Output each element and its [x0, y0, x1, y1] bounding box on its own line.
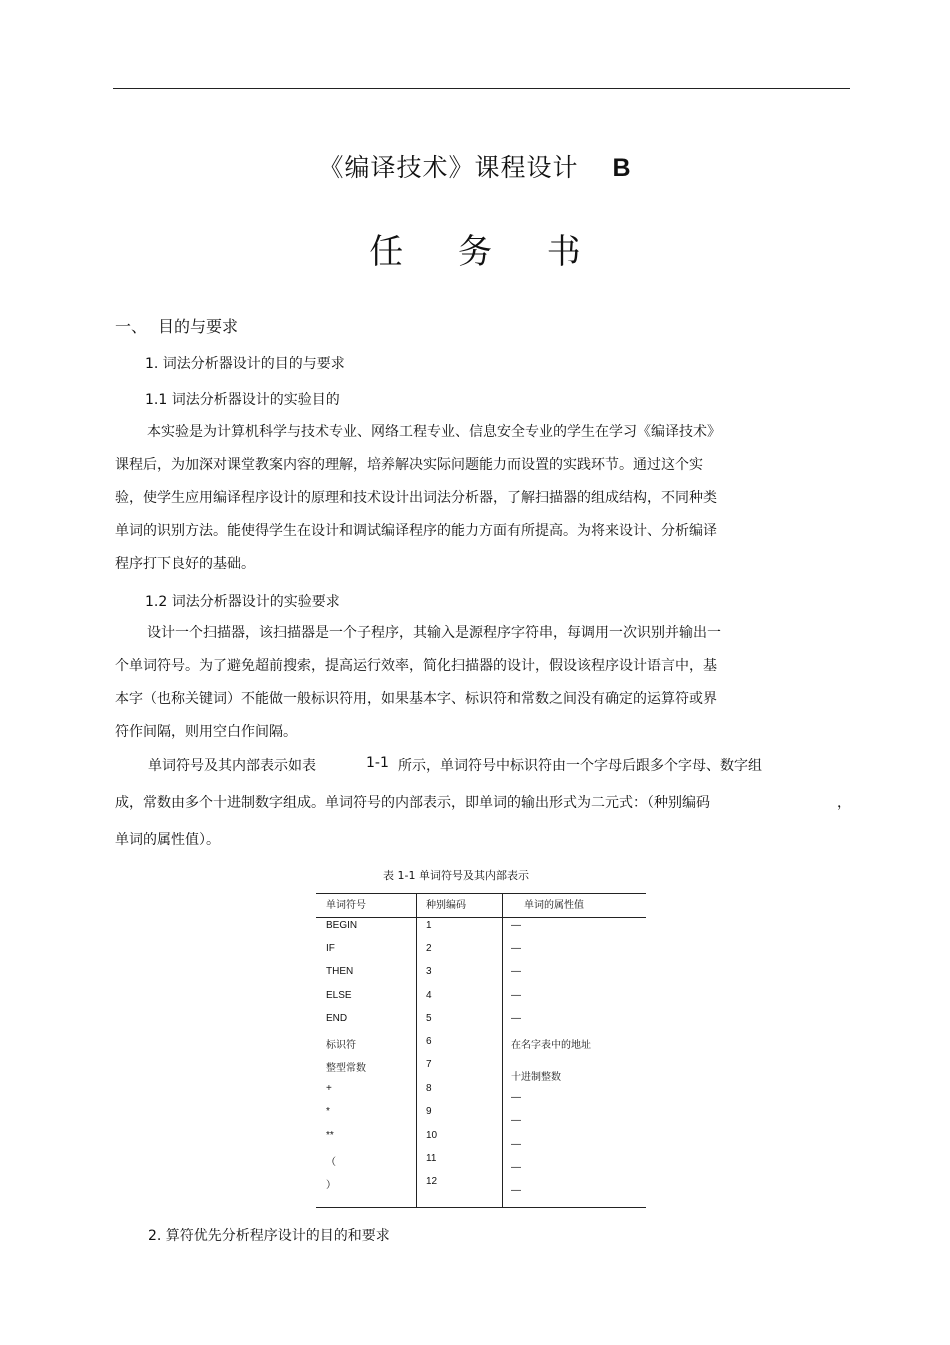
table-cell: IF — [326, 943, 335, 954]
table-cell: — — [511, 1185, 521, 1196]
document-title-main: 《编译技术》课程设计 — [318, 153, 579, 182]
table-cell: 11 — [426, 1153, 437, 1164]
paragraph-line: 成，常数由多个十进制数字组成。单词符号的内部表示，即单词的输出形式为二元式：（种别编码 — [115, 795, 710, 811]
subsection-1-heading: 1. 词法分析器设计的目的与要求 — [145, 356, 345, 372]
table-cell: — — [511, 990, 521, 1001]
section-1-number: 一、 — [115, 317, 148, 336]
table-cell: 7 — [426, 1059, 432, 1070]
table-cell: THEN — [326, 966, 354, 977]
table-cell: 整型常数 — [326, 1063, 366, 1074]
document-title-suffix: B — [612, 154, 632, 182]
table-caption: 表 1-1 单词符号及其内部表示 — [383, 869, 529, 882]
table-cell: — — [511, 1115, 521, 1126]
table-header-cell: 种别编码 — [426, 900, 466, 911]
table-cell: 9 — [426, 1106, 432, 1117]
table-cell: + — [326, 1083, 332, 1094]
table-cell: * — [326, 1106, 330, 1117]
table-cell: ** — [326, 1130, 334, 1141]
table-cell: — — [511, 943, 521, 954]
table-cell: — — [511, 966, 521, 977]
subsection-1-1-heading: 1.1 词法分析器设计的实验目的 — [145, 392, 340, 408]
subsection-1-2-heading: 1.2 词法分析器设计的实验要求 — [145, 594, 340, 610]
table-cell: 标识符 — [326, 1040, 356, 1051]
table-cell: BEGIN — [326, 920, 358, 931]
paragraph-line: 程序打下良好的基础。 — [115, 556, 255, 572]
table-cell: 2 — [426, 943, 432, 954]
table-cell: 6 — [426, 1036, 432, 1047]
paragraph-line: 符作间隔，则用空白作间隔。 — [115, 724, 297, 740]
table-column-divider — [416, 893, 417, 1207]
table-cell: 10 — [426, 1130, 438, 1141]
table-reference: 1-1 — [366, 755, 389, 771]
table-cell: 十进制整数 — [511, 1072, 561, 1083]
section-1-heading: 目的与要求 — [158, 317, 239, 336]
paragraph-line: 课程后，为加深对课堂教案内容的理解，培养解决实际问题能力而设置的实践环节。通过这个实 — [115, 457, 703, 473]
table-cell: — — [511, 920, 521, 931]
table-bottom-rule — [316, 1207, 646, 1208]
table-header-rule — [316, 917, 646, 918]
paragraph-line: 本实验是为计算机科学与技术专业、网络工程专业、信息安全专业的学生在学习《编译技术》 — [147, 424, 721, 440]
paragraph-line: 单词的识别方法。能使得学生在设计和调试编译程序的能力方面有所提高。为将来设计、分析编译 — [115, 523, 717, 539]
document-title — [0, 148, 950, 184]
paragraph-line: 单词的属性值）。 — [115, 832, 220, 848]
table-header-cell: 单词的属性值 — [524, 900, 584, 911]
paragraph-line: 所示，单词符号中标识符由一个字母后跟多个字母、数字组 — [398, 758, 762, 774]
table-column-divider — [502, 893, 503, 1207]
table-cell: 3 — [426, 966, 432, 977]
paragraph-line: 个单词符号。为了避免超前搜索，提高运行效率，简化扫描器的设计，假设该程序设计语言中，基 — [115, 658, 717, 674]
table-cell: ELSE — [326, 990, 352, 1001]
table-cell: — — [511, 1162, 521, 1173]
paragraph-line: 本字（也称关键词）不能做一般标识符用，如果基本字、标识符和常数之间没有确定的运算符或界 — [115, 691, 717, 707]
paragraph-line: 单词符号及其内部表示如表 — [148, 758, 316, 774]
table-header-cell: 单词符号 — [326, 900, 366, 911]
table-cell: 12 — [426, 1176, 438, 1187]
table-cell: END — [326, 1013, 348, 1024]
paragraph-line: 验，使学生应用编译程序设计的原理和技术设计出词法分析器，了解扫描器的组成结构，不同种类 — [115, 490, 717, 506]
table-cell: 5 — [426, 1013, 432, 1024]
table-cell: 在名字表中的地址 — [511, 1040, 591, 1051]
table-cell: 4 — [426, 990, 432, 1001]
paragraph-comma: ， — [837, 795, 851, 811]
table-cell: — — [511, 1013, 521, 1024]
document-subtitle: 任 务 书 — [369, 232, 603, 272]
table-cell: — — [511, 1139, 521, 1150]
table-cell: （ — [326, 1157, 336, 1168]
table-cell: — — [511, 1092, 521, 1103]
table-cell: ） — [326, 1180, 336, 1191]
top-rule — [113, 88, 850, 89]
table-cell: 1 — [426, 920, 432, 931]
subsection-2-heading: 2. 算符优先分析程序设计的目的和要求 — [148, 1228, 390, 1244]
paragraph-line: 设计一个扫描器，该扫描器是一个子程序，其输入是源程序字符串，每调用一次识别并输出一 — [147, 625, 721, 641]
table-cell: 8 — [426, 1083, 432, 1094]
table-top-rule — [316, 893, 646, 894]
